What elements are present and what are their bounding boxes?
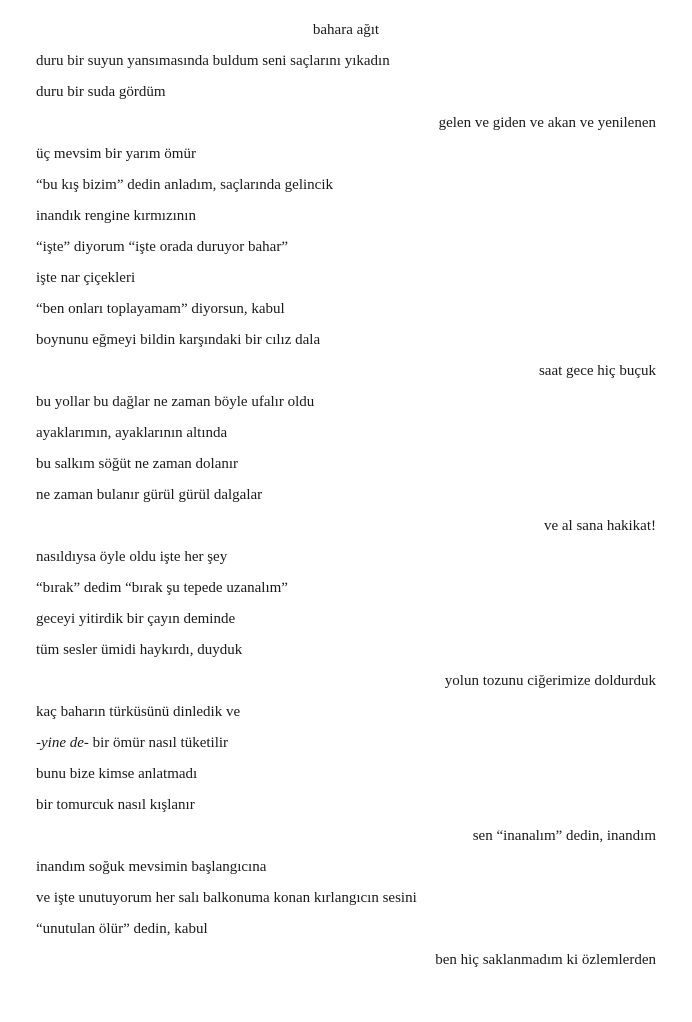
poem-line [36, 238, 656, 269]
poem-line [36, 269, 656, 300]
poem-line [36, 827, 656, 858]
poem-line [36, 672, 656, 703]
poem-line [36, 424, 656, 455]
poem-line-text: bunu bize kimse anlatmadı [36, 766, 198, 782]
poem-line [36, 858, 656, 889]
poem-line-text: bir tomurcuk nasıl kışlanır [36, 797, 195, 813]
poem-line-text: inandım soğuk mevsimin başlangıcına [36, 859, 267, 875]
poem-line-text: işte nar çiçekleri [36, 270, 136, 286]
poem-line-text: yolun tozunu ciğerimize doldurduk [444, 673, 656, 689]
poem-line [36, 951, 656, 982]
poem-line-text: kaç baharın türküsünü dinledik ve [36, 704, 241, 720]
poem-line [36, 362, 656, 393]
poem-line [36, 300, 656, 331]
poem-line-text: sen “inanalım” dedin, inandım [472, 828, 656, 844]
poem-line-text: bir ömür nasıl tüketilir [88, 735, 229, 751]
poem-line-text: “işte” diyorum “işte orada duruyor bahar” [36, 239, 288, 255]
poem-line-text: duru bir suda gördüm [36, 84, 166, 100]
poem-line-text: ve al sana hakikat! [543, 518, 656, 534]
poem-line-text: inandık rengine kırmızının [36, 208, 196, 224]
poem-line [36, 83, 656, 114]
poem-line-text: bu salkım söğüt ne zaman dolanır [36, 456, 239, 472]
poem-line-text: “bu kış bizim” dedin anladım, saçlarında gelincik [36, 177, 333, 193]
poem-line [36, 889, 656, 920]
poem-title: bahara ağıt [312, 22, 380, 38]
poem-line-text: saat gece hiç buçuk [538, 363, 656, 379]
poem-line-text: gelen ve giden ve akan ve yenilenen [438, 115, 656, 131]
poem-line-text: ben hiç saklanmadım ki özlemlerden [435, 952, 656, 968]
poem-line [36, 207, 656, 238]
poem-line [36, 765, 656, 796]
poem-line-text: boynunu eğmeyi bildin karşındaki bir cılız dala [36, 332, 321, 348]
poem-line-text: nasıldıysa öyle oldu işte her şey [36, 549, 228, 565]
poem-line [36, 455, 656, 486]
poem-line [36, 641, 656, 672]
poem-line-text: duru bir suyun yansımasında buldum seni saçlarını yıkadın [36, 53, 390, 69]
poem-line-text: “bırak” dedim “bırak şu tepede uzanalım” [36, 580, 288, 596]
poem-line-text: ayaklarımın, ayaklarının altında [36, 425, 228, 441]
poem-line [36, 703, 656, 734]
poem-line [36, 610, 656, 641]
poem-line [36, 145, 656, 176]
poem-line-text: ne zaman bulanır gürül gürül dalgalar [36, 487, 263, 503]
poem-line [36, 734, 656, 765]
poem-line-text: üç mevsim bir yarım ömür [36, 146, 196, 162]
poem-line-text: bu yollar bu dağlar ne zaman böyle ufalır oldu [36, 394, 315, 410]
poem-line [36, 579, 656, 610]
poem-body [36, 52, 656, 982]
poem-line-text: ve işte unutuyorum her salı balkonuma konan kırlangıcın sesini [36, 890, 417, 906]
poem-line-text: “ben onları toplayamam” diyorsun, kabul [36, 301, 285, 317]
poem-line [36, 548, 656, 579]
poem-line [36, 114, 656, 145]
poem-line [36, 331, 656, 362]
poem-line [36, 517, 656, 548]
poem-line-text: “unutulan ölür” dedin, kabul [36, 921, 208, 937]
poem-line-text: geceyi yitirdik bir çayın deminde [36, 611, 236, 627]
poem-line-italic: -yine de- [36, 735, 89, 751]
poem-line [36, 796, 656, 827]
poem-line [36, 486, 656, 517]
poem-line [36, 176, 656, 207]
poem-line-text: tüm sesler ümidi haykırdı, duyduk [36, 642, 243, 658]
poem-line [36, 393, 656, 424]
poem-line [36, 52, 656, 83]
poem-line [36, 920, 656, 951]
